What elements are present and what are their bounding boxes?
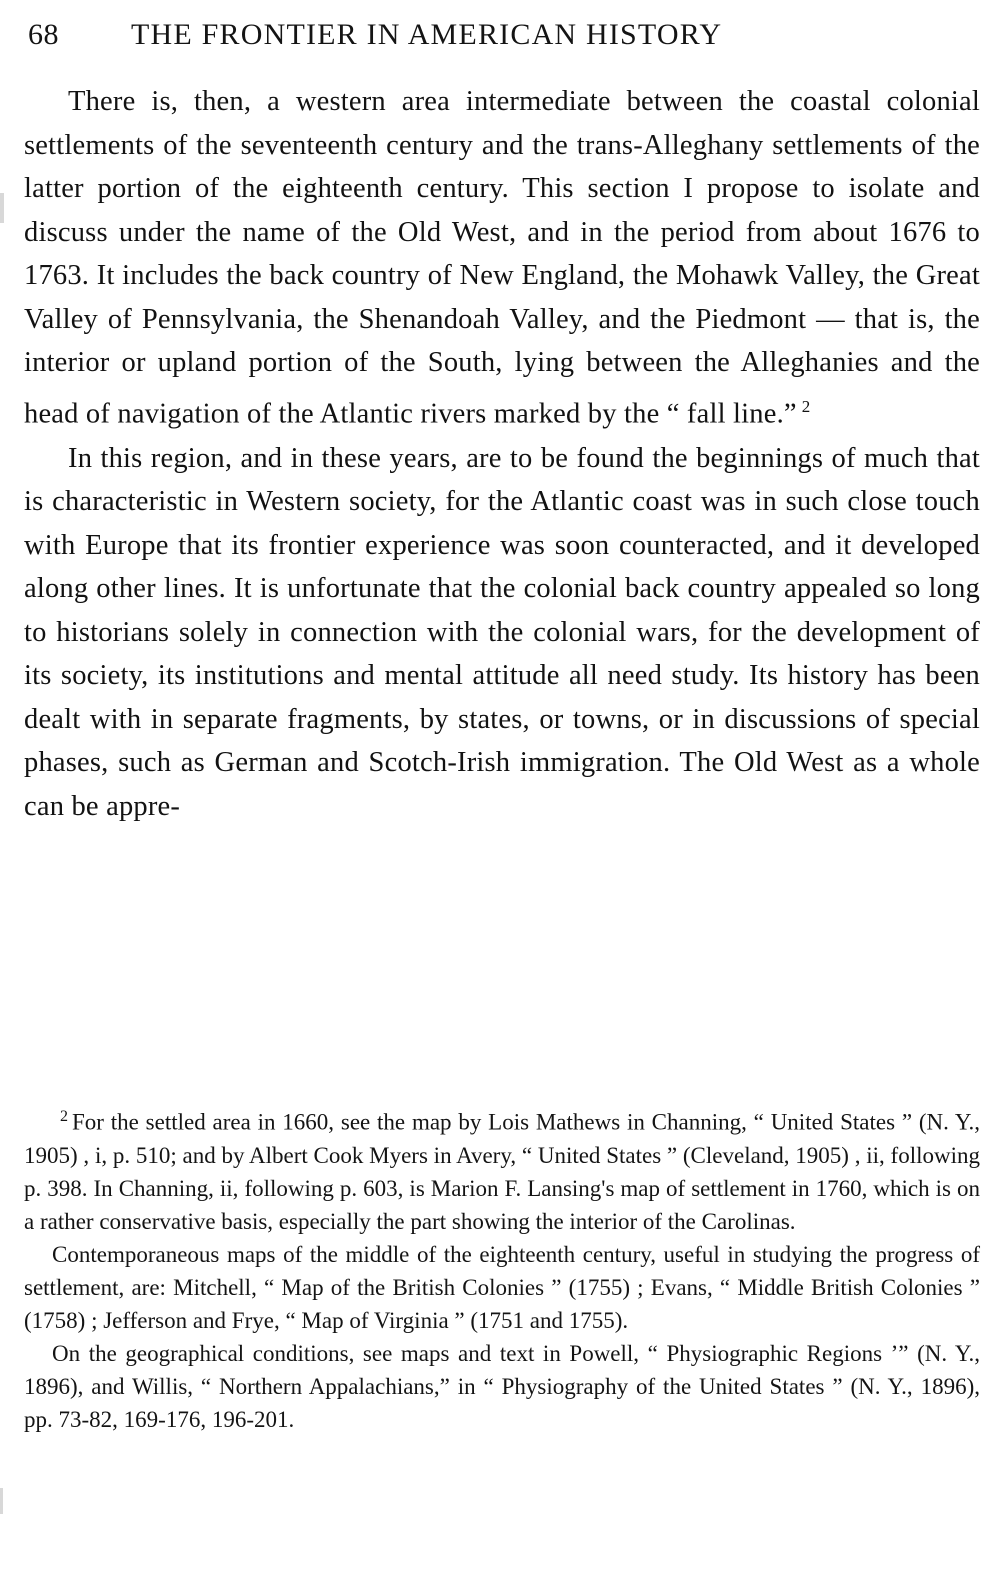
- footnote-item: Contemporaneous maps of the middle of the eighteenth century, useful in studying the progress of settlement, are: Mitchell, “ Map of the British Colonies ” (1755) ; Evans, “ Middle British Colonies ” (1758) ; Jefferson and Frye, “ Map of Virginia ” (1751 and 1755).: [24, 1241, 980, 1333]
- paragraph: [24, 80, 980, 436]
- running-head: THE FRONTIER IN AMERICAN HISTORY: [131, 18, 723, 51]
- footnote-item: [24, 1100, 980, 1238]
- page-header: [0, 18, 1000, 52]
- page-number: 68: [28, 18, 59, 51]
- scan-edge-artifact-top: [0, 193, 4, 223]
- footnote-item: On the geographical conditions, see maps and text in Powell, “ Physiographic Regions ’” (N. Y., 1896), and Willis, “ Northern Appalachians,” in “ Physiography of the United States ” (N. Y., 1896), pp. 73-82, 169-176, 196-201.: [24, 1340, 980, 1432]
- document-page: [0, 18, 1000, 1580]
- footnotes-section: [24, 1100, 980, 1436]
- footnote-text: For the settled area in 1660, see the map by Lois Mathews in Channing, “ United States ” (N. Y., 1905) , i, p. 510; and by Albert Cook Myers in Avery, “ United States ” (Cleveland, 1905) , ii, following p. 398. In Channing, ii, following p. 603, is Marion F. Lansing's map of settlement in 1760, which is on a rather conservative basis, especially the part showing the interior of the Carolinas.: [24, 1109, 980, 1234]
- scan-edge-artifact-bottom: [0, 1488, 3, 1514]
- footnote-marker: 2: [60, 1108, 68, 1125]
- paragraph: In this region, and in these years, are to be found the beginnings of much that is characteristic in Western society, for the Atlantic coast was in such close touch with Europe that its frontier experience was soon counteracted, and it developed along other lines. It is unfortunate that the colonial back country appealed so long to historians solely in connection with the colonial wars, for the development of its society, its institutions and mental attitude all need study. Its history has been dealt with in separate fragments, by states, or towns, or in discussions of special phases, such as German and Scotch-Irish immigration. The Old West as a whole can be appre-: [24, 442, 980, 822]
- body-text: [0, 80, 1000, 828]
- footnote-reference: 2: [801, 396, 811, 416]
- paragraph-text: There is, then, a western area intermediate between the coastal colonial settlements of the seventeenth century and the trans-Alleghany settlements of the latter portion of the eighteenth century. This section I propose to isolate and discuss under the name of the Old West, and in the period from about 1676 to 1763. It includes the back country of New England, the Mohawk Valley, the Great Valley of Pennsylvania, the Shenandoah Valley, and the Piedmont — that is, the interior or upland portion of the South, lying between the Alleghanies and the head of navigation of the Atlantic rivers marked by the “ fall line.”: [24, 86, 980, 429]
